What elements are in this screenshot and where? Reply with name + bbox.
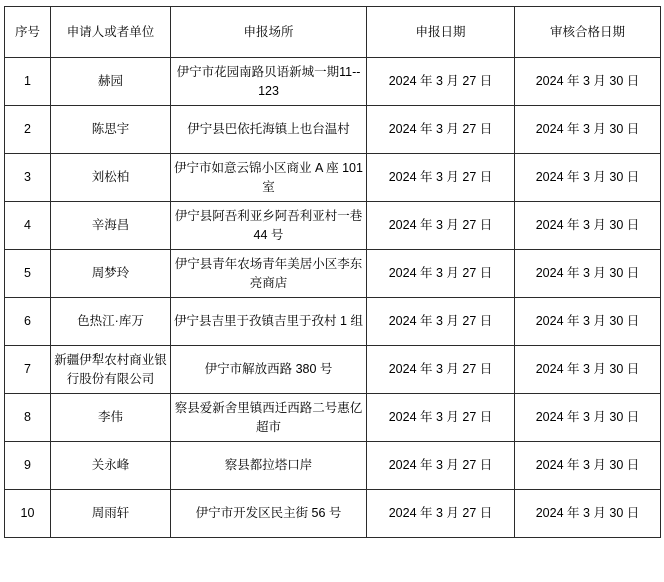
cell-verify: 2024 年 3 月 30 日 xyxy=(515,154,661,202)
cell-verify: 2024 年 3 月 30 日 xyxy=(515,58,661,106)
cell-seq: 8 xyxy=(5,394,51,442)
cell-name: 辛海昌 xyxy=(51,202,171,250)
cell-name: 色热江·库万 xyxy=(51,298,171,346)
cell-place: 伊宁县阿吾利亚乡阿吾利亚村一巷 44 号 xyxy=(171,202,367,250)
cell-seq: 3 xyxy=(5,154,51,202)
cell-apply: 2024 年 3 月 27 日 xyxy=(367,442,515,490)
cell-verify: 2024 年 3 月 30 日 xyxy=(515,106,661,154)
table-row xyxy=(5,442,661,490)
cell-name: 刘松柏 xyxy=(51,154,171,202)
table-header xyxy=(5,7,661,58)
cell-place: 伊宁市如意云锦小区商业 A 座 101 室 xyxy=(171,154,367,202)
table-body xyxy=(5,58,661,538)
cell-apply: 2024 年 3 月 27 日 xyxy=(367,346,515,394)
cell-apply: 2024 年 3 月 27 日 xyxy=(367,490,515,538)
cell-seq: 4 xyxy=(5,202,51,250)
cell-seq: 5 xyxy=(5,250,51,298)
table-row xyxy=(5,298,661,346)
cell-apply: 2024 年 3 月 27 日 xyxy=(367,298,515,346)
cell-verify: 2024 年 3 月 30 日 xyxy=(515,394,661,442)
cell-name: 陈思宇 xyxy=(51,106,171,154)
cell-verify: 2024 年 3 月 30 日 xyxy=(515,346,661,394)
cell-place: 伊宁县吉里于孜镇吉里于孜村 1 组 xyxy=(171,298,367,346)
cell-place: 伊宁县青年农场青年美居小区李东亮商店 xyxy=(171,250,367,298)
table-row xyxy=(5,394,661,442)
cell-name: 周雨轩 xyxy=(51,490,171,538)
cell-apply: 2024 年 3 月 27 日 xyxy=(367,250,515,298)
approval-list-table xyxy=(4,6,661,538)
table-row xyxy=(5,346,661,394)
cell-seq: 1 xyxy=(5,58,51,106)
cell-place: 伊宁市花园南路贝语新城一期11--123 xyxy=(171,58,367,106)
cell-place: 伊宁县巴依托海镇上也台温村 xyxy=(171,106,367,154)
cell-name: 李伟 xyxy=(51,394,171,442)
table-row xyxy=(5,58,661,106)
column-header-seq: 序号 xyxy=(5,7,51,58)
cell-verify: 2024 年 3 月 30 日 xyxy=(515,298,661,346)
cell-verify: 2024 年 3 月 30 日 xyxy=(515,442,661,490)
cell-verify: 2024 年 3 月 30 日 xyxy=(515,202,661,250)
cell-name: 关永峰 xyxy=(51,442,171,490)
cell-apply: 2024 年 3 月 27 日 xyxy=(367,58,515,106)
table-row xyxy=(5,250,661,298)
cell-name: 新疆伊犁农村商业银行股份有限公司 xyxy=(51,346,171,394)
table-row xyxy=(5,106,661,154)
cell-name: 周梦玲 xyxy=(51,250,171,298)
cell-name: 赫园 xyxy=(51,58,171,106)
cell-place: 伊宁市开发区民主街 56 号 xyxy=(171,490,367,538)
cell-place: 伊宁市解放西路 380 号 xyxy=(171,346,367,394)
cell-seq: 7 xyxy=(5,346,51,394)
cell-seq: 9 xyxy=(5,442,51,490)
cell-apply: 2024 年 3 月 27 日 xyxy=(367,106,515,154)
cell-apply: 2024 年 3 月 27 日 xyxy=(367,394,515,442)
column-header-place: 申报场所 xyxy=(171,7,367,58)
cell-apply: 2024 年 3 月 27 日 xyxy=(367,154,515,202)
cell-place: 察县爱新舍里镇西迁西路二号惠亿超市 xyxy=(171,394,367,442)
cell-seq: 2 xyxy=(5,106,51,154)
cell-place: 察县都拉塔口岸 xyxy=(171,442,367,490)
table-header-row xyxy=(5,7,661,58)
table-row xyxy=(5,490,661,538)
column-header-apply: 申报日期 xyxy=(367,7,515,58)
table-row xyxy=(5,154,661,202)
column-header-name: 申请人或者单位 xyxy=(51,7,171,58)
table-row xyxy=(5,202,661,250)
column-header-verify: 审核合格日期 xyxy=(515,7,661,58)
cell-seq: 6 xyxy=(5,298,51,346)
cell-verify: 2024 年 3 月 30 日 xyxy=(515,250,661,298)
cell-seq: 10 xyxy=(5,490,51,538)
cell-apply: 2024 年 3 月 27 日 xyxy=(367,202,515,250)
cell-verify: 2024 年 3 月 30 日 xyxy=(515,490,661,538)
